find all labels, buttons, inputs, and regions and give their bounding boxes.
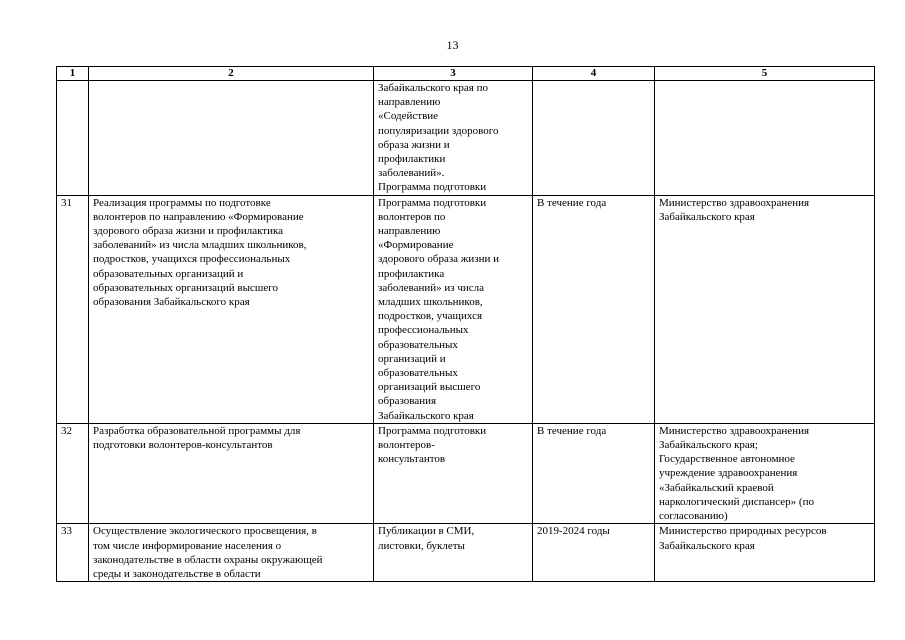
column-header-2: 2 xyxy=(89,67,374,81)
result-cell: Программа подготовки волонтеров- консультантов xyxy=(374,423,533,523)
executor-cell: Министерство здравоохранения Забайкальского края; Государственное автономное учреждение здравоохранения «Забайкальский краевой наркологический диспансер» (по согласованию) xyxy=(655,423,875,523)
page-number: 13 xyxy=(446,38,459,52)
term-cell: В течение года xyxy=(533,195,655,423)
activity-cell xyxy=(89,81,374,196)
table-row xyxy=(57,81,875,196)
table-row xyxy=(57,195,875,423)
column-header-1: 1 xyxy=(57,67,89,81)
executor-cell xyxy=(655,81,875,196)
term-cell: В течение года xyxy=(533,423,655,523)
term-cell xyxy=(533,81,655,196)
executor-cell: Министерство здравоохранения Забайкальского края xyxy=(655,195,875,423)
result-cell: Публикации в СМИ, листовки, буклеты xyxy=(374,524,533,582)
activity-cell: Разработка образовательной программы для подготовки волонтеров-консультантов xyxy=(89,423,374,523)
row-number: 32 xyxy=(57,423,89,523)
row-number: 33 xyxy=(57,524,89,582)
row-number xyxy=(57,81,89,196)
activity-cell: Осуществление экологического просвещения, в том числе информирование населения о законодательстве в области охраны окружающей среды и законодательстве в области xyxy=(89,524,374,582)
row-number: 31 xyxy=(57,195,89,423)
term-cell: 2019-2024 годы xyxy=(533,524,655,582)
table-row xyxy=(57,423,875,523)
column-header-3: 3 xyxy=(374,67,533,81)
activity-cell: Реализация программы по подготовке волонтеров по направлению «Формирование здорового образа жизни и профилактика заболеваний» из числа младших школьников, подростков, учащихся профессиональных образовательных организаций и образовательных организаций высшего образования Забайкальского края xyxy=(89,195,374,423)
measures-table xyxy=(56,66,875,582)
column-header-4: 4 xyxy=(533,67,655,81)
table-header-row xyxy=(57,67,875,81)
result-cell: Забайкальского края по направлению «Содействие популяризации здорового образа жизни и профилактики заболеваний». Программа подготовки xyxy=(374,81,533,196)
result-cell: Программа подготовки волонтеров по направлению «Формирование здорового образа жизни и профилактика заболеваний» из числа младших школьников, подростков, учащихся профессиональных образовательных организаций и образовательных организаций высшего образования Забайкальского края xyxy=(374,195,533,423)
table-row xyxy=(57,524,875,582)
executor-cell: Министерство природных ресурсов Забайкальского края xyxy=(655,524,875,582)
column-header-5: 5 xyxy=(655,67,875,81)
